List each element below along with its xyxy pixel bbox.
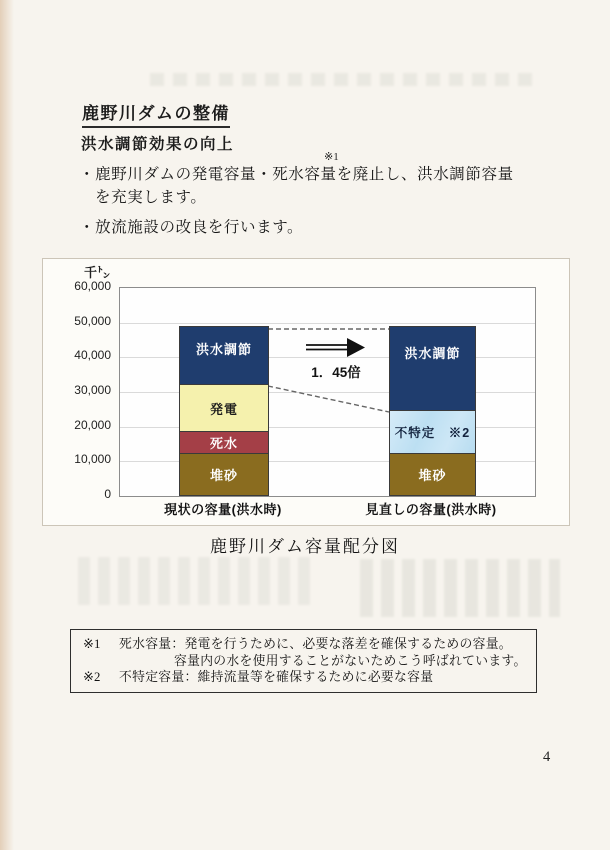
page-number: 4 [543,749,551,765]
y-tick-20000: 20,000 [74,418,111,432]
bullet-item-2: ・放流施設の改良を行います。 [79,219,304,236]
y-tick-0: 0 [104,487,111,501]
bleedthrough-ghost [150,73,540,86]
footnote-1 [83,636,530,669]
page-title: 鹿野川ダムの整備 [82,99,230,128]
segment-flood-control: 洪水調節 [180,327,268,384]
footnote-2 [83,669,530,686]
x-label-revised: 見直しの容量(洪水時) [365,502,497,517]
segment-unspecified: 不特定 ※2 [390,410,475,453]
y-tick-50000: 50,000 [74,314,111,328]
segment-sediment: 堆砂 [390,453,475,495]
footnote-1-line-2: 容量内の水を使用することがないためこう呼ばれています。 [174,653,527,668]
bar-current-capacity [179,326,269,496]
y-tick-60000: 60,000 [74,279,111,293]
footnote-2-text: 不特定容量：維持流量等を確保するために必要な容量 [119,670,434,685]
footnote-2-mark: ※2 [83,670,101,685]
bar-revised-capacity [389,326,476,496]
y-axis-unit-label: 千㌧ [84,265,111,280]
segment-dead-water: 死水 [180,431,268,453]
y-tick-40000: 40,000 [74,348,111,362]
bullet-1-line-2: を充実します。 [95,189,207,206]
footnote-reference-1: ※1 [324,151,339,163]
y-tick-10000: 10,000 [74,452,111,466]
section-heading: 洪水調節効果の向上 [81,136,235,153]
footnote-1-line-1: 死水容量：発電を行うために、必要な落差を確保するための容量。 [119,637,512,651]
x-label-current: 現状の容量(洪水時) [164,502,282,517]
footnote-1-text [119,636,527,669]
plot-area [119,287,536,497]
bullet-item-1 [79,163,561,209]
segment-power: 発電 [180,384,268,431]
figure-caption: 鹿野川ダム容量配分図 [210,537,400,556]
arrow-head-icon [347,338,365,357]
scan-left-edge-shading [0,0,14,850]
bleedthrough-ghost [78,557,313,605]
capacity-chart-panel [42,258,570,526]
y-tick-30000: 30,000 [74,383,111,397]
footnote-box [70,629,537,693]
segment-sediment: 堆砂 [180,453,268,495]
increase-ratio-label: 1．45倍 [311,365,361,380]
segment-flood-control: 洪水調節 [390,327,475,410]
footnote-1-mark: ※1 [83,637,101,651]
dashed-connector-slope [268,386,389,412]
bullet-1-line-1: ・鹿野川ダムの発電容量・死水容量を廃止し、洪水調節容量 [79,166,514,183]
bleedthrough-ghost [360,559,560,617]
